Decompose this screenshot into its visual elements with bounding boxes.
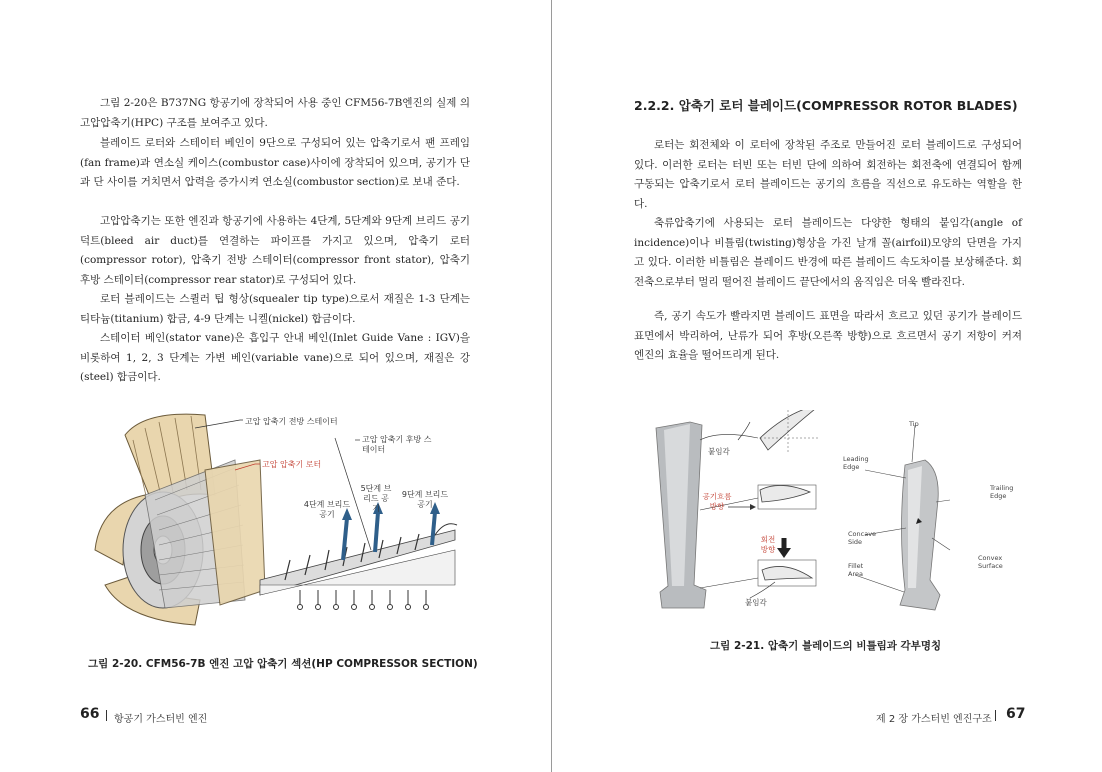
- left-paragraph-3: 고압압축기는 또한 엔진과 항공기에 사용하는 4단계, 5단계와 9단계 브리드 공기 덕트(bleed air duct)를 연결하는 파이프를 가지고 있으며, 압축기 로터(compressor rotor), 압축기 전방 스테이터(compressor front stator), 압축기 후방 스테이터(compressor rear stator)로 구성되어 있다.: [80, 215, 470, 286]
- label-bleed-9: 9단계 브리드 공기: [401, 490, 449, 509]
- right-paragraph-3: 즉, 공기 속도가 빨라지면 블레이드 표면을 따라서 흐르고 있던 공기가 블레이드 표면에서 박리하여, 난류가 되어 후방(오른쪽 방향)으로 흐르면서 공기 저항이 커져 엔진의 효율을 떨어뜨리게 된다.: [634, 310, 1022, 361]
- label-incidence-top: 붙임각: [708, 447, 730, 456]
- left-paragraph-2: 블레이드 로터와 스테이터 베인이 9단으로 구성되어 있는 압축기로서 팬 프레임(fan frame)과 연소실 케이스(combustor case)사이에 장착되어 있으며, 공기가 단과 단 사이를 거치면서 압력을 증가시켜 연소실(combustor section)로 보내 준다.: [80, 137, 470, 188]
- section-heading: 2.2.2. 압축기 로터 블레이드(COMPRESSOR ROTOR BLADES): [634, 98, 1018, 113]
- label-trailing-edge: Trailing Edge: [990, 484, 1014, 500]
- blade-twist-figure: [650, 410, 1030, 620]
- label-flow-direction: 공기흐름 방향: [702, 492, 732, 511]
- left-paragraph-4: 로터 블레이드는 스퀼러 팁 형상(squealer tip type)으로서 재질은 1-3 단계는 티타늄(titanium) 합금, 4-9 단계는 니켈(nickel) 합금이다.: [80, 293, 470, 325]
- figure-2-21-caption: 그림 2-21. 압축기 블레이드의 비틀림과 각부명칭: [710, 640, 942, 652]
- figure-2-20-caption: 그림 2-20. CFM56-7B 엔진 고압 압축기 섹션(HP COMPRESSOR SECTION): [88, 658, 478, 670]
- right-paragraph-2: 축류압축기에 사용되는 로터 블레이드는 다양한 형태의 붙임각(angle of incidence)이나 비틀림(twisting)형상을 가진 날개 꼴(airfoil)모양의 단면을 가지고 있다. 이러한 비틀림은 블레이드 반경에 따른 블레이드 속도차이를 보상해준다. 회전축으로부터 멀리 떨어진 블레이드 끝단에서의 움직임은 더욱 빨라진다.: [634, 217, 1022, 288]
- page-number-right: 67: [1006, 706, 1026, 722]
- footer-chapter: 제 2 장 가스터빈 엔진구조: [876, 714, 992, 725]
- page-number-left: 66: [80, 706, 100, 722]
- left-paragraph-1: 그림 2-20은 B737NG 항공기에 장착되어 사용 중인 CFM56-7B엔진의 실제 의 고압압축기(HPC) 구조를 보여주고 있다.: [80, 97, 470, 129]
- label-tip: Tip: [909, 420, 919, 428]
- label-rear-stator: 고압 압축기 후방 스테이터: [362, 435, 432, 454]
- label-front-stator: 고압 압축기 전방 스테이터: [245, 417, 338, 426]
- right-page: [553, 0, 1102, 772]
- footer-divider-left: [106, 710, 107, 721]
- footer-book-title: 항공기 가스터빈 엔진: [114, 714, 208, 725]
- label-bleed-4: 4단계 브리드 공기: [303, 500, 351, 519]
- label-concave-side: Concave Side: [848, 530, 877, 546]
- label-bleed-5: 5단계 브리드 공기: [360, 484, 392, 513]
- left-paragraph-5: 스테이터 베인(stator vane)은 흡입구 안내 베인(Inlet Guide Vane : IGV)을 비롯하여 1, 2, 3 단계는 가변 베인(variable vane)으로 되어 있으며, 재질은 강(steel) 합금이다.: [80, 332, 470, 383]
- label-rotor: 고압 압축기 로터: [262, 460, 322, 469]
- footer-divider-right: [995, 710, 996, 721]
- label-fillet-area: Fillet Area: [848, 562, 864, 578]
- label-incidence-bottom: 붙임각: [745, 598, 767, 607]
- label-convex-surface: Convex Surface: [978, 554, 1003, 570]
- right-paragraph-1: 로터는 회전체와 이 로터에 장착된 주조로 만들어진 로터 블레이드로 구성되어 있다. 이러한 로터는 터빈 또는 터빈 단에 의하여 회전하는 회전축에 연결되어 함께 구동되는 압축기로서 로터 블레이드는 공기의 흐름을 직선으로 유도하는 역할을 한다.: [634, 139, 1022, 210]
- label-leading-edge: Leading Edge: [843, 455, 869, 471]
- page-spine: [551, 0, 552, 772]
- label-rotation-direction: 회전 방향: [760, 535, 776, 554]
